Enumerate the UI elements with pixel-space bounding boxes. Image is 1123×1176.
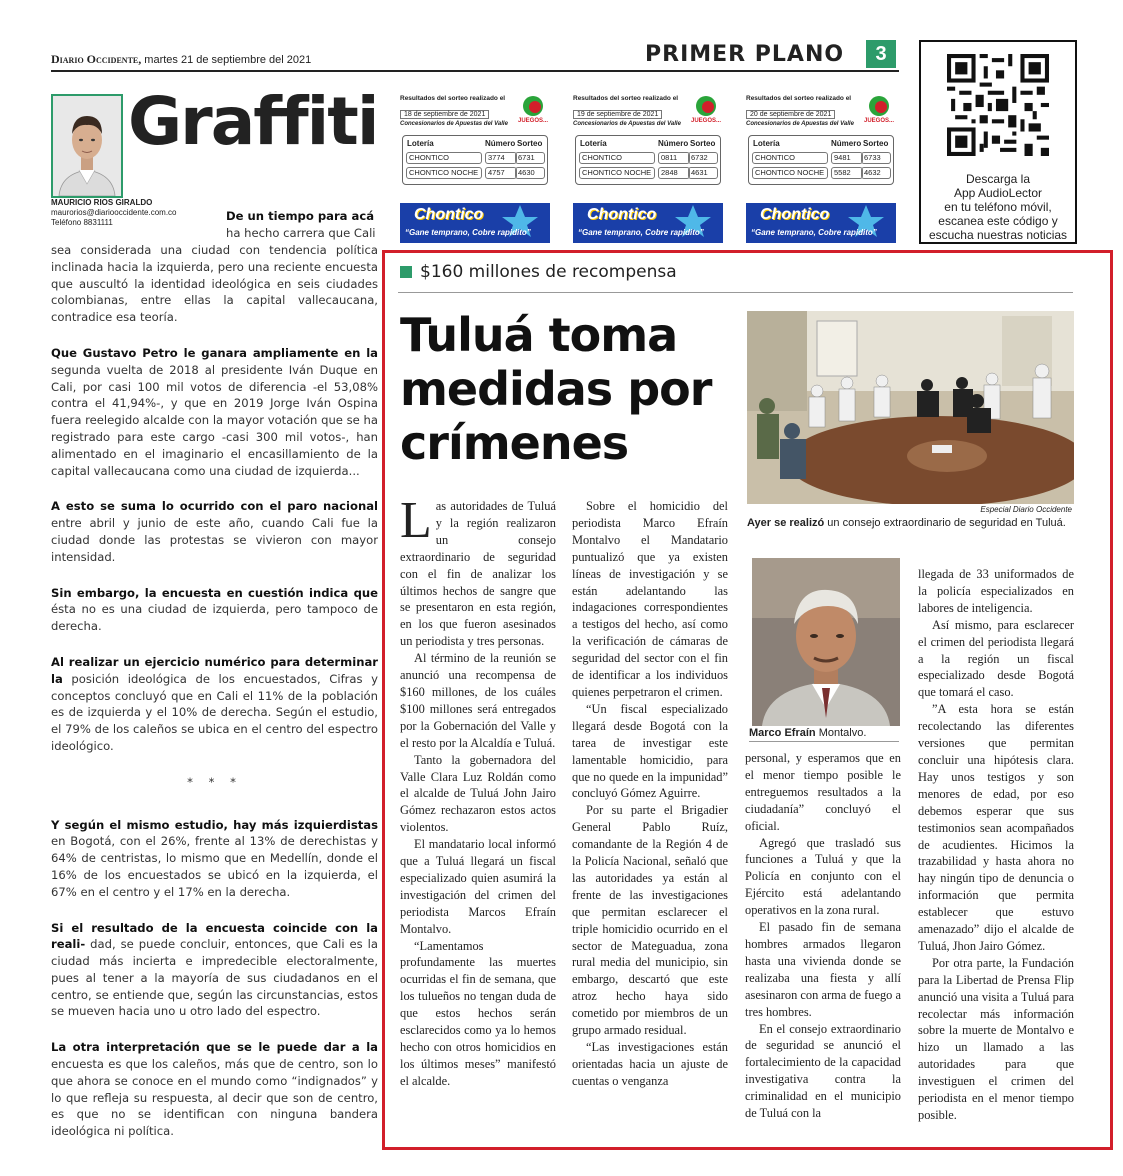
author-email[interactable]: maurorios@diariooccidente.com.co [51,208,177,217]
lottery-concessionaire: Concesionarios de Apuestas del Valle [400,121,508,127]
photo-caption: Ayer se realizó un consejo extraordinario de seguridad en Tuluá. [747,517,1066,529]
lottery-number: 5582 [831,167,863,179]
juegos-logo-text: JUEGOS... [864,118,894,123]
article-paragraph: Sobre el homicidio del periodista Marco Efraín Montalvo el Mandatario puntualizó que ya existen líneas de investigación y se están adelantando las indagaciones correspondientes a testigos del hecho, así como la verificación de cámaras de seguridad del sector con el fin de identificar a los individuos quienes perpetraron el crimen. [572,499,728,699]
article-paragraph: Tanto la gobernadora del Valle Clara Luz Roldán como el alcalde de Tuluá John Jairo Gómez rechazaron estos actos violentos. [400,752,556,835]
lottery-draw: 4632 [861,167,891,179]
qr-instructions: Descarga la App AudioLector en tu teléfono móvil, escanea este código y escucha nuestras noticias [928,172,1068,242]
meeting-room-image [747,311,1074,504]
lottery-table [575,135,721,185]
article-column-1 [400,492,556,1090]
article-paragraph: “Las investigaciones están orientadas hacia un ajuste de cuentas o venganza [572,1040,728,1088]
header-divider [51,70,899,72]
photo-credit: Especial Diario Occidente [980,505,1072,514]
audiolector-qr-box [919,40,1077,244]
article-column-3 [745,750,901,1122]
section-separator: * * * [187,774,242,789]
issue-date: martes 21 de septiembre del 2021 [144,54,312,66]
lottery-concessionaire: Concesionarios de Apuestas del Valle [573,121,681,127]
col-sorteo: Sorteo [690,139,716,148]
chontico-banner [746,203,896,243]
article-paragraph: Por su parte el Brigadier General Pablo Ruíz, comandante de la Región 4 de la Policía Nacional, señaló que las autoridades ya están al frente de las investigaciones que permitan esclarecer el triple homicidio ocurrido en el sector de Mateguadua, zona rural media del municipio, sin embargo, descartó que este atroz hecho haya sido cometido por miembros de un grupo armado residual. [572,803,728,1038]
lottery-draw: 4630 [515,167,545,179]
lottery-table [402,135,548,185]
col-loteria: Lotería [407,139,434,148]
lottery-draw: 6733 [861,152,891,164]
lottery-draw: 6732 [688,152,718,164]
author-phone: Teléfono 8831111 [51,218,113,227]
person-portrait-icon [752,558,900,726]
article-paragraph: Agregó que trasladó sus funciones a Tuluá y que la Policía en conjunto con el Ejército está adelantando operativos en la zona rural. [745,835,901,918]
article-paragraph: personal, y esperamos que en el menor tiempo posible le entreguemos resultados a la ciudadanía” concluyó el oficial. [745,751,901,833]
juegos-logo-text: JUEGOS... [518,118,548,123]
article-paragraph: El pasado fin de semana hombres armados llegaron hasta una vivienda donde se realizaba una fiesta y allí asesinaron con arma de fuego a tres hombres. [745,920,901,1019]
page-number-badge: 3 [866,40,896,68]
lottery-results-box [573,95,723,243]
juegos-logo [864,95,894,128]
section-title: PRIMER PLANO [645,42,845,67]
lottery-number: 4757 [485,167,517,179]
article-headline: Tuluá toma medidas por crímenes [400,308,712,470]
col-loteria: Lotería [753,139,780,148]
article-paragraph: “Un fiscal especializado llegará desde Bogotá con la tarea de investigar este lamentable homicidio, para que no quede en la impunidad” concluyó Gómez Aguirre. [572,701,728,801]
chontico-logo: Chontico [760,206,830,223]
col-sorteo: Sorteo [517,139,543,148]
lottery-number: 9481 [831,152,863,164]
lottery-date: 20 de septiembre de 2021 [746,110,835,119]
lottery-name: CHONTICO NOCHE [579,167,655,179]
newspaper-brand: Diario Occidente, [51,52,142,66]
column-paragraph: Al realizar un ejercicio numérico para determinar la posición ideológica de los encuestados, Cifras y conceptos concluyó que en Cali el 11% de la población es de izquierda y el 10% de derecha. Según el estudio, el 79% de los caleños se ubica en el centro del espectro ideológico. [51,654,378,753]
lottery-name: CHONTICO [579,152,655,164]
lottery-date: 19 de septiembre de 2021 [573,110,662,119]
kicker-divider [398,292,1073,293]
author-name: MAURICIO RIOS GIRALDO [51,198,153,207]
lottery-name: CHONTICO [406,152,482,164]
juegos-logo-icon [864,95,894,123]
portrait-caption: Marco Efraín Montalvo. [749,727,867,739]
lottery-head: Resultados del sorteo realizado el [400,95,506,102]
article-paragraph: “Lamentamos profundamente las muertes ocurridas el fin de semana, que los tulueños no tengan duda de que estos hechos serán esclarecidos como ya lo hemos hecho con otros homicidios en los últimos meses” manifestó el alcalde. [400,938,556,1088]
col-numero: Número [485,139,516,148]
lottery-results-box [400,95,550,243]
column-paragraph: Sin embargo, la encuesta en cuestión indica que ésta no es una ciudad de izquierda, pero tampoco de derecha. [51,585,378,634]
lottery-concessionaire: Concesionarios de Apuestas del Valle [746,121,854,127]
col-numero: Número [831,139,862,148]
lottery-number: 3774 [485,152,517,164]
caption-divider [749,741,899,742]
column-paragraph: Que Gustavo Petro le ganara ampliamente en la segunda vuelta de 2018 al presidente Iván Duque en Cali, por casi 100 mil votos de diferencia -el 53,08% contra el 41,94%-, y que en 2019 Jorge Iván Ospina fuera reelegido alcalde con la mayor votación que se ha registrado para este cargo -casi 300 mil votos-, han alimentado en el imaginario el encasillamiento de la capital vallecaucana como una ciudad de izquierda... [51,345,378,478]
article-column-4 [918,566,1074,1124]
lottery-date: 18 de septiembre de 2021 [400,110,489,119]
person-portrait-icon [53,96,121,196]
juegos-logo [518,95,548,128]
column-paragraph: A esto se suma lo ocurrido con el paro nacional entre abril y junio de este año, cuando Cali fue la ciudad donde las protestas se vivieron con mayor intensidad. [51,499,378,564]
column-paragraph: Y según el mismo estudio, hay más izquierdistas en Bogotá, con el 26%, frente al 13% de derechistas y 64% de centristas, lo mismo que en Medellín, donde el 16% de los encuestados se ubicó en la izquierda, el 67% en el centro y el 17% en la derecha. [51,817,378,899]
lottery-draw: 6731 [515,152,545,164]
chontico-banner [400,203,550,243]
col-loteria: Lotería [580,139,607,148]
article-paragraph: El mandatario local informó que a Tuluá llegará un fiscal especializado quien asumirá la investigación del crimen del periodista Marcos Efraín Montalvo. [400,837,556,936]
chontico-logo: Chontico [587,206,657,223]
article-paragraph: llegada de 33 uniformados de la policía especializados en labores de inteligencia. [918,567,1074,615]
lottery-number: 0811 [658,152,690,164]
juegos-logo-icon [691,95,721,123]
article-column-2 [572,498,728,1090]
lottery-head: Resultados del sorteo realizado el [573,95,679,102]
security-council-photo [747,311,1074,504]
chontico-slogan: “Gane temprano, Cobre rapidito” [578,228,704,237]
column-body [51,242,378,1159]
column-paragraph: La otra interpretación que se le puede dar a la encuesta es que los caleños, más que de centro, son lo que ahora se conoce en el mundo como “indignados” y lo que refleja su respuesta, al decir que son de centro, es que no se identifican con ninguna bandera ideológica ni política. [51,1040,378,1139]
lottery-results-box [746,95,896,243]
article-paragraph: Las autoridades de Tuluá y la región realizaron un consejo extraordinario de seguridad con el fin de analizar los últimos hechos de sangre que se presentaron en esta región, en los que fueron asesinados un periodista y tres personas. [400,492,556,649]
chontico-slogan: “Gane temprano, Cobre rapidito” [405,228,531,237]
lottery-draw: 4631 [688,167,718,179]
article-paragraph: ”A esta hora se están recolectando las diferentes versiones que permitan concluir una hipótesis clara. Hay unos testigos y son menores de edad, por eso debemos esperar que sus testimonios sean acompañados de acudientes. Hicimos la trazabilidad y hasta ahora no hay ningún tipo de denuncia o información que permita establecer que estuvo amenazado” dijo el alcalde de Tuluá, Jhon Jairo Gómez. [918,702,1074,953]
col-sorteo: Sorteo [863,139,889,148]
article-paragraph: Así mismo, para esclarecer el crimen del periodista llegará a la región un fiscal especializado desde Bogotá que tomará el caso. [918,617,1074,700]
juegos-logo [691,95,721,128]
columnist-avatar [51,94,123,198]
column-title: Graffiti [128,83,378,160]
article-paragraph: Al término de la reunión se anunció una recompensa de $160 millones, de los cuáles $100 millones será entregados por la Gobernación del Valle y el resto por la Alcaldía e Tuluá. [400,651,556,750]
column-paragraph: Si el resultado de la encuesta coincide con la reali- dad, se puede concluir, entonces, que Cali es la ciudad más incierta e impredecible electoralmente, pues al tener a la mayoría de sus ciudadanos en el centro, se entiende que, según las circunstancias, estos se mueven hacia uno u otro lado del espectro. [51,920,378,1019]
article-paragraph: En el consejo extraordinario de seguridad se anunció el fortalecimiento de la capacidad investigativa contra la criminalidad en el municipio de Tuluá con la [745,1021,901,1121]
lottery-name: CHONTICO [752,152,828,164]
lottery-table [748,135,894,185]
article-kicker: $160 millones de recompensa [420,262,677,282]
journalist-portrait-photo [752,558,900,726]
juegos-logo-icon [518,95,548,123]
lottery-number: 2848 [658,167,690,179]
qr-code-icon [947,54,1049,156]
column-paragraph: sea considerada una ciudad con tendencia política inclinada hacia la izquierda, pero una reciente encuesta que auscultó la identidad ideológica en seis ciudades colombianas, entre ellas la capital vallecaucana, contradice esa teoría. [51,243,378,325]
chontico-slogan: “Gane temprano, Cobre rapidito” [751,228,877,237]
column-intro: De un tiempo para acá ha hecho carrera que Cali [226,209,376,240]
col-numero: Número [658,139,689,148]
juegos-logo-text: JUEGOS... [691,118,721,123]
page-header-info [51,52,311,67]
lottery-name: CHONTICO NOCHE [752,167,828,179]
chontico-logo: Chontico [414,206,484,223]
article-paragraph: Por otra parte, la Fundación para la Libertad de Prensa Flip anunció una visita a Tuluá para recolectar más información sobre la muerte de Montalvo e hizo un llamado a las autoridades para que investiguen el crimen del periodista en el menor tiempo posible. [918,955,1074,1122]
chontico-banner [573,203,723,243]
drop-cap: L [400,492,432,549]
kicker-marker [400,266,412,278]
lottery-head: Resultados del sorteo realizado el [746,95,852,102]
lottery-name: CHONTICO NOCHE [406,167,482,179]
